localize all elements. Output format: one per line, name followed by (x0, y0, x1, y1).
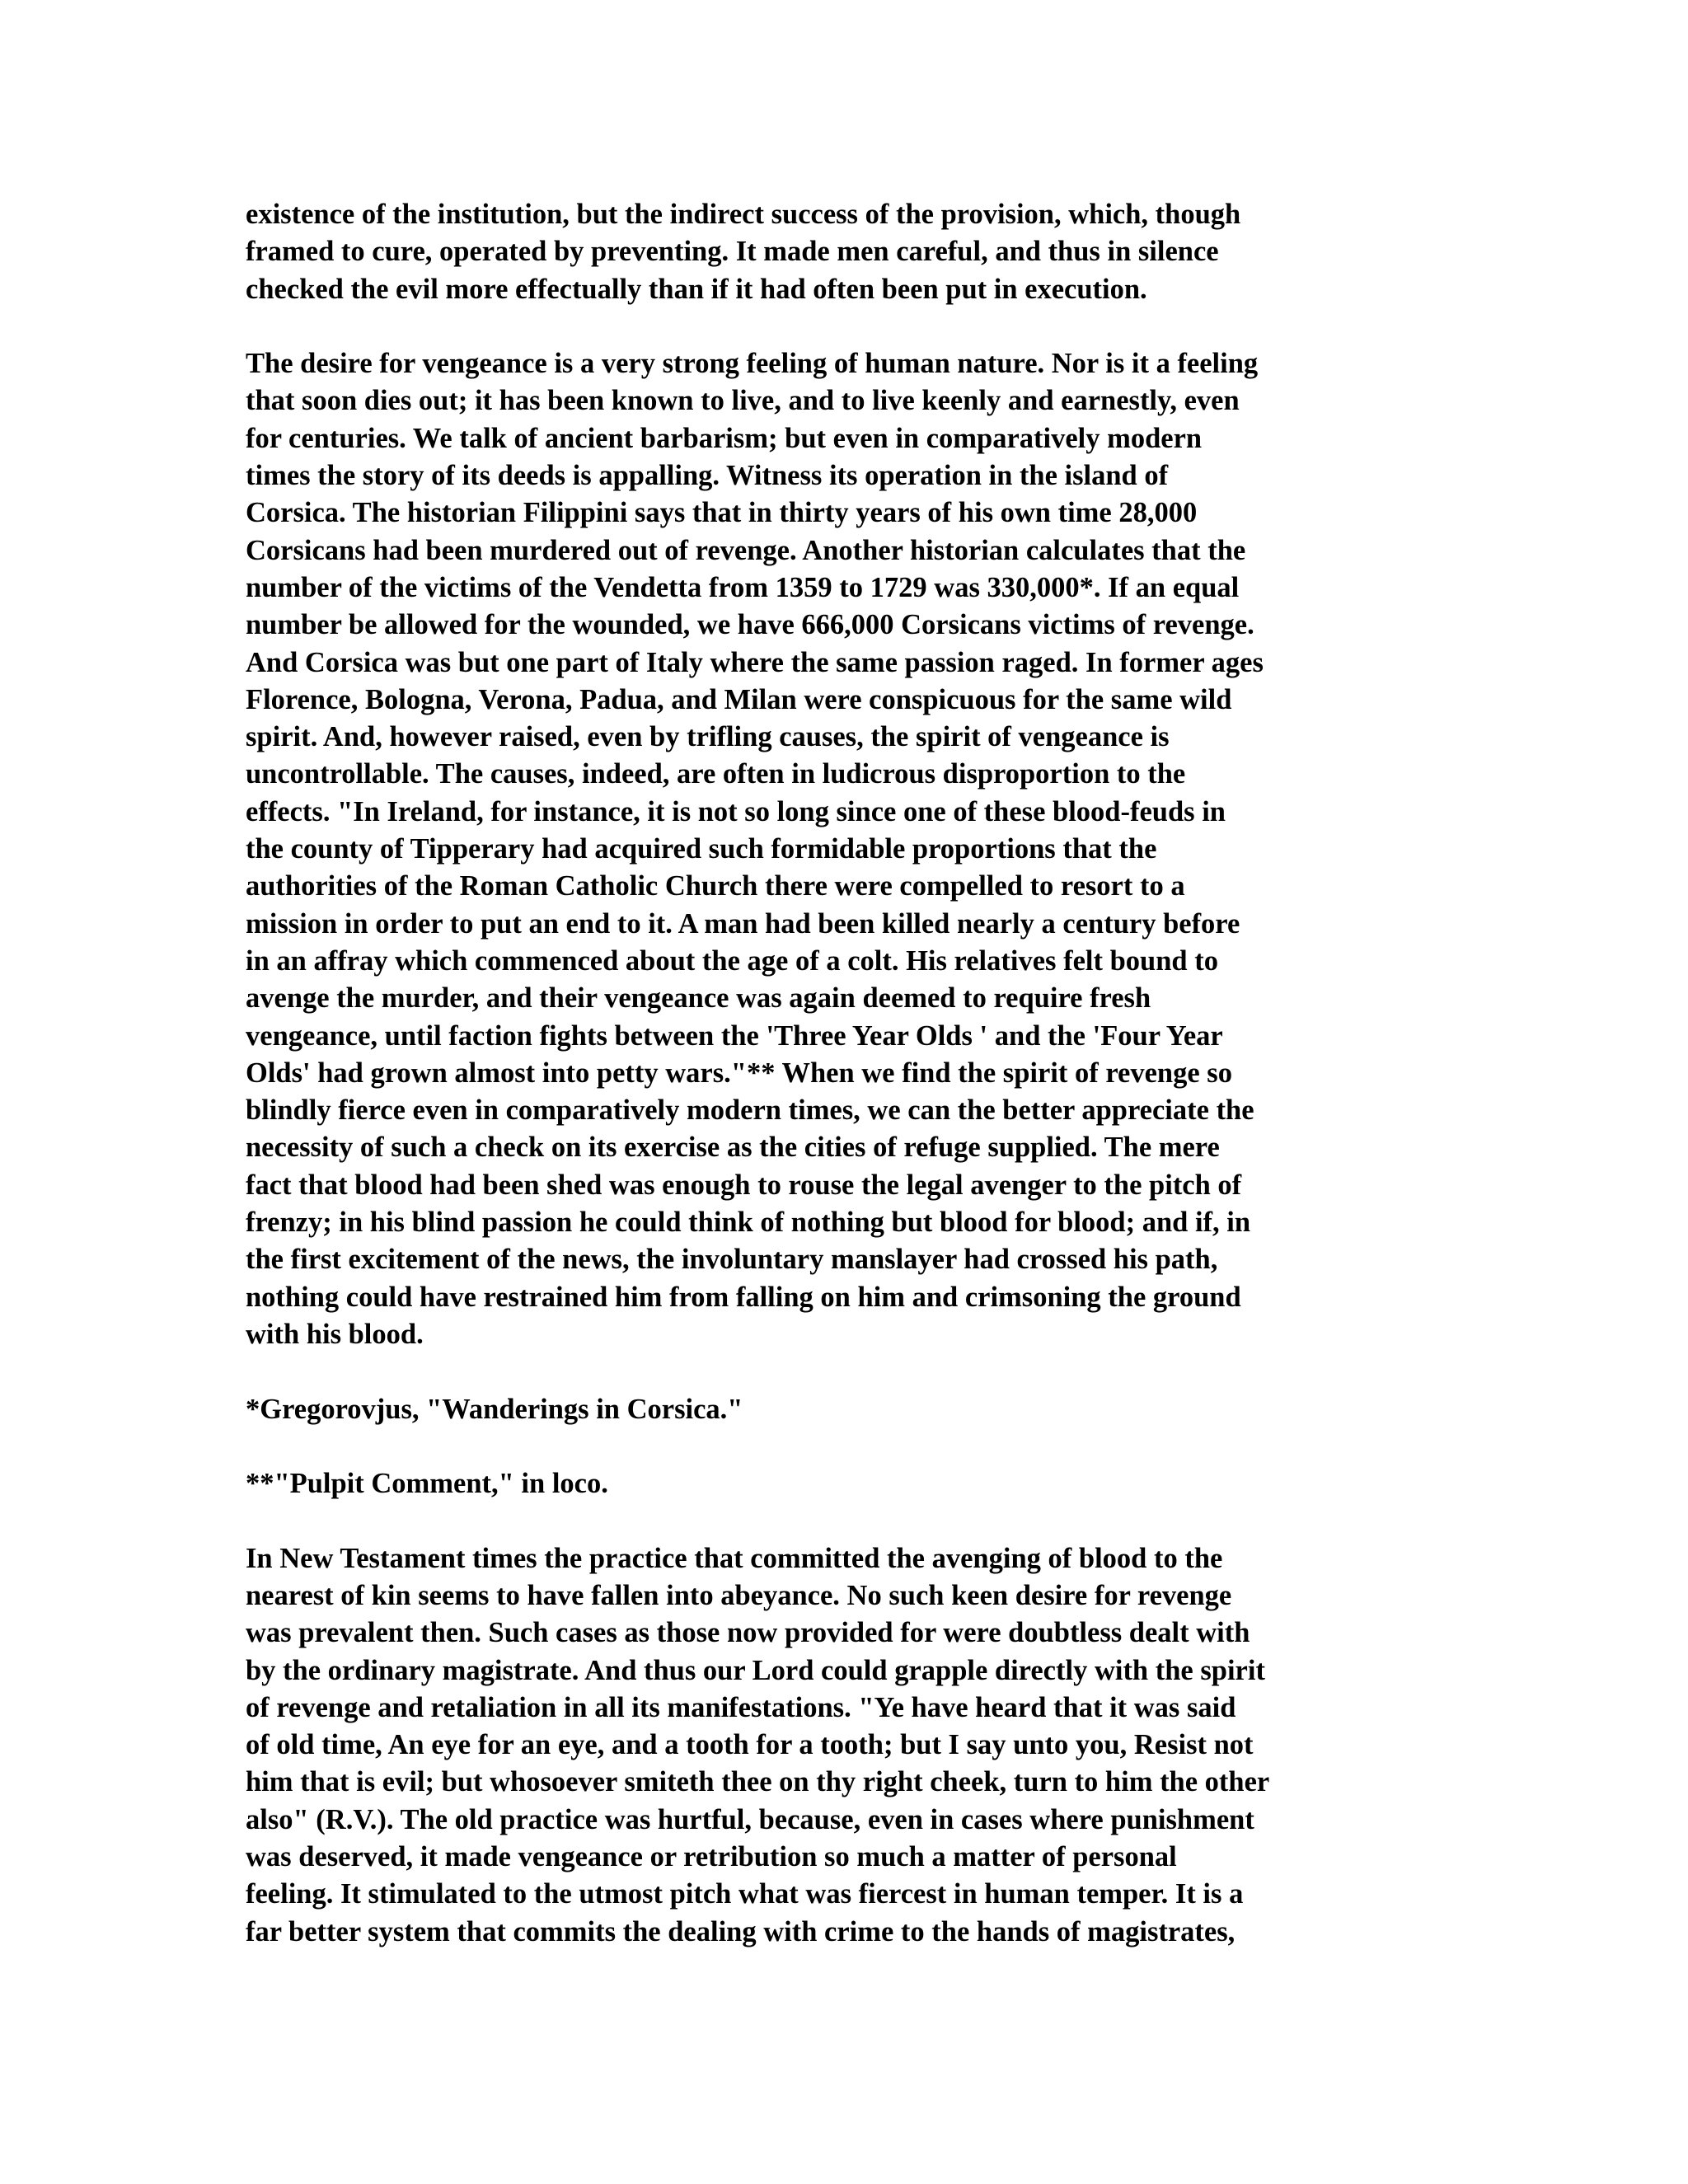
text-line: for centuries. We talk of ancient barbarism; but even in comparatively modern (246, 422, 1203, 454)
text-line: him that is evil; but whosoever smiteth thee on thy right cheek, turn to him the other (246, 1766, 1270, 1798)
text-line: Olds' had grown almost into petty wars."** When we find the spirit of revenge so (246, 1057, 1232, 1089)
text-line: with his blood. (246, 1318, 424, 1350)
text-line: existence of the institution, but the indirect success of the provision, which, though (246, 199, 1241, 230)
text-line: necessity of such a check on its exercise as the cities of refuge supplied. The mere (246, 1132, 1220, 1164)
paragraph-gap (246, 1502, 1465, 1540)
footnote (246, 1465, 1465, 1502)
text-line: framed to cure, operated by preventing. It made men careful, and thus in silence (246, 236, 1219, 268)
text-line: the county of Tipperary had acquired such formidable proportions that the (246, 833, 1157, 865)
text-column (246, 196, 1465, 1951)
text-line: times the story of its deeds is appalling. Witness its operation in the island of (246, 460, 1169, 492)
paragraph (246, 196, 1465, 308)
text-line: was prevalent then. Such cases as those now provided for were doubtless dealt with (246, 1617, 1250, 1649)
paragraph (246, 1540, 1465, 1951)
text-line: number of the victims of the Vendetta from 1359 to 1729 was 330,000*. If an equal (246, 571, 1240, 603)
text-line: Corsica. The historian Filippini says that in thirty years of his own time 28,000 (246, 497, 1198, 529)
text-line: spirit. And, however raised, even by trifling causes, the spirit of vengeance is (246, 721, 1170, 753)
text-line: blindly fierce even in comparatively modern times, we can the better appreciate the (246, 1094, 1254, 1127)
paragraph (246, 345, 1465, 1353)
text-line: avenge the murder, and their vengeance was again deemed to require fresh (246, 982, 1151, 1015)
footnote (246, 1391, 1465, 1428)
text-line: nothing could have restrained him from falling on him and crimsoning the ground (246, 1281, 1241, 1313)
text-line: authorities of the Roman Catholic Church there were compelled to resort to a (246, 870, 1185, 902)
text-line: checked the evil more effectually than if it had often been put in execution. (246, 273, 1147, 305)
text-line: And Corsica was but one part of Italy where the same passion raged. In former ages (246, 646, 1264, 678)
text-line: *Gregorovjus, "Wanderings in Corsica." (246, 1393, 743, 1425)
paragraph-gap (246, 1353, 1465, 1390)
text-line: that soon dies out; it has been known to live, and to live keenly and earnestly, even (246, 385, 1240, 417)
text-line: effects. "In Ireland, for instance, it is not so long since one of these blood-feuds in (246, 795, 1226, 827)
text-line: of old time, An eye for an eye, and a tooth for a tooth; but I say unto you, Resist not (246, 1729, 1254, 1761)
text-line: Florence, Bologna, Verona, Padua, and Milan were conspicuous for the same wild (246, 683, 1232, 715)
text-line: in an affray which commenced about the age of a colt. His relatives felt bound to (246, 944, 1218, 977)
paragraph-gap (246, 308, 1465, 345)
text-line: vengeance, until faction fights between the 'Three Year Olds ' and the 'Four Year (246, 1019, 1223, 1052)
text-line: by the ordinary magistrate. And thus our Lord could grapple directly with the spirit (246, 1654, 1265, 1686)
text-line: fact that blood had been shed was enough to rouse the legal avenger to the pitch of (246, 1169, 1242, 1201)
text-line: uncontrollable. The causes, indeed, are often in ludicrous disproportion to the (246, 758, 1186, 790)
text-line: The desire for vengeance is a very strong feeling of human nature. Nor is it a feeling (246, 348, 1259, 380)
text-line: nearest of kin seems to have fallen into abeyance. No such keen desire for revenge (246, 1579, 1232, 1611)
text-line: mission in order to put an end to it. A man had been killed nearly a century before (246, 907, 1240, 940)
text-line: frenzy; in his blind passion he could think of nothing but blood for blood; and if, in (246, 1207, 1251, 1239)
text-line: the first excitement of the news, the involuntary manslayer had crossed his path, (246, 1244, 1218, 1276)
text-line: In New Testament times the practice that committed the avenging of blood to the (246, 1542, 1223, 1574)
text-line: far better system that commits the dealing with crime to the hands of magistrates, (246, 1915, 1236, 1947)
paragraph-gap (246, 1428, 1465, 1465)
text-line: number be allowed for the wounded, we have 666,000 Corsicans victims of revenge. (246, 609, 1254, 641)
text-line: was deserved, it made vengeance or retribution so much a matter of personal (246, 1841, 1177, 1873)
text-line: Corsicans had been murdered out of revenge. Another historian calculates that the (246, 534, 1246, 566)
text-line: **"Pulpit Comment," in loco. (246, 1468, 608, 1500)
text-line: of revenge and retaliation in all its manifestations. "Ye have heard that it was said (246, 1691, 1236, 1723)
text-line: also" (R.V.). The old practice was hurtful, because, even in cases where punishment (246, 1803, 1254, 1835)
text-line: feeling. It stimulated to the utmost pitch what was fiercest in human temper. It is a (246, 1878, 1244, 1910)
